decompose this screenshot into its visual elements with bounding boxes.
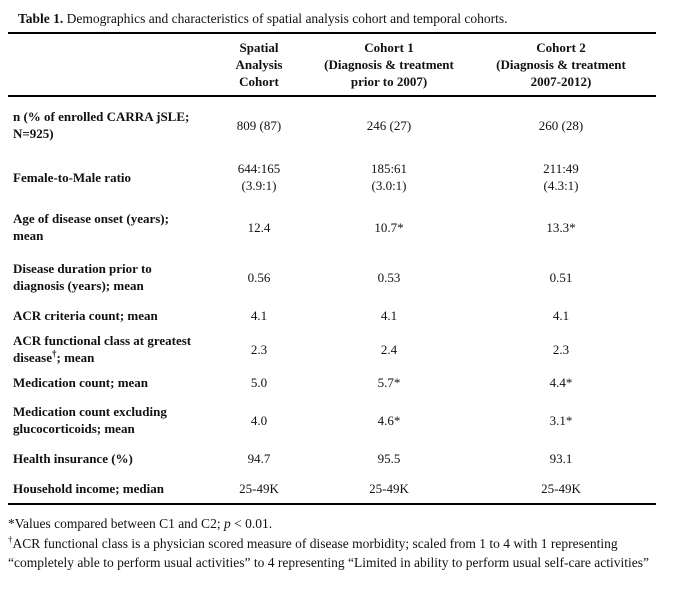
cell-value [312,153,466,201]
cell-value: 25-49K [541,481,581,496]
cell-value: 2.3 [552,341,570,357]
value-line: (4.3:1) [543,178,579,193]
row-label: n (% of enrolled CARRA jSLE; N=925) [13,109,190,141]
footnote-text: < 0.01. [230,516,273,531]
value-line: 211:49 [543,161,579,176]
footnote-text: ACR functional class is a physician scored measure of disease morbidity; scaled from 1 to 4 with 1 representing “completely able to perform usual activities” to 4 representing “Limited in ability to perform usual self-care activities” [8,536,650,570]
column-header-cohort1 [312,33,466,96]
row-label-text: ACR functional class at greatest disease [13,333,192,365]
table-row [8,330,656,368]
header-row [8,33,656,96]
row-label [8,330,206,368]
column-header-empty [8,33,206,96]
cell-value: 13.3* [546,219,576,235]
cell-value: 4.1 [552,308,570,323]
header-line: Cohort [239,74,279,89]
table-row [8,96,656,153]
value-line: (3.9:1) [241,178,277,193]
column-header-spatial [206,33,312,96]
header-line: (Diagnosis & treatment [324,57,454,72]
cell-value [466,153,656,201]
cell-value: 246 (27) [366,117,412,133]
cell-value: 5.0 [250,375,268,390]
cell-value: 4.4* [549,375,573,390]
footnote-acr-class [8,534,660,572]
row-label-text: ; mean [56,350,95,365]
value-line: (3.0:1) [371,178,407,193]
row-label: ACR criteria count; mean [13,308,158,323]
demographics-table [8,32,656,505]
table-row [8,253,656,301]
cell-value: 25-49K [239,481,279,496]
cell-value: 25-49K [369,481,409,496]
value-line: 185:61 [370,161,408,176]
cell-value: 93.1 [549,451,573,466]
table-title [18,10,648,27]
table-row [8,301,656,330]
value-line: 644:165 [237,161,281,176]
header-line: Analysis [235,57,283,72]
cell-value: 809 (87) [236,117,282,133]
table-title-text: Demographics and characteristics of spatial analysis cohort and temporal cohorts. [66,11,508,26]
cell-value: 2.3 [250,341,268,357]
cell-value [206,153,312,201]
row-label: Age of disease onset (years); mean [13,211,169,243]
footnote-pvalue [8,514,660,533]
cell-value: 2.4 [380,341,398,357]
cell-value: 0.56 [247,269,271,285]
table-row [8,368,656,397]
header-line: Spatial [239,40,279,55]
column-header-cohort2 [466,33,656,96]
cell-value: 0.51 [549,269,573,285]
table-row [8,474,656,504]
dagger-superscript: † [8,534,13,545]
cell-value: 95.5 [377,451,401,466]
table-row [8,201,656,253]
cell-value: 4.6* [377,412,401,428]
header-line: 2007-2012) [530,74,592,89]
cell-value: 0.53 [377,269,401,285]
row-label: Disease duration prior to diagnosis (years); mean [13,261,152,293]
table-row [8,443,656,474]
cell-value: 260 (28) [538,117,584,133]
footnote-text: *Values compared between C1 and C2; [8,516,224,531]
row-label: Female-to-Male ratio [13,169,132,185]
row-label: Health insurance (%) [13,451,133,466]
table-row [8,153,656,201]
row-label: Medication count excluding glucocorticoids; mean [13,404,167,436]
row-label: Medication count; mean [13,375,149,390]
cell-value: 5.7* [377,375,401,390]
cell-value: 94.7 [247,451,271,466]
cell-value: 10.7* [374,219,404,235]
cell-value: 4.1 [380,308,398,323]
table-row [8,397,656,443]
row-label: Household income; median [13,481,164,496]
footnote-p-italic: p [223,516,231,531]
header-line: Cohort 1 [364,40,414,55]
header-line: prior to 2007) [350,74,428,89]
dagger-superscript: † [52,348,57,359]
header-line: (Diagnosis & treatment [496,57,626,72]
footnotes-block [8,514,660,572]
cell-value: 4.0 [250,412,268,428]
cell-value: 12.4 [247,219,271,235]
cell-value: 4.1 [250,308,268,323]
cell-value: 3.1* [549,412,573,428]
table-title-label: Table 1. [18,11,64,26]
header-line: Cohort 2 [536,40,586,55]
